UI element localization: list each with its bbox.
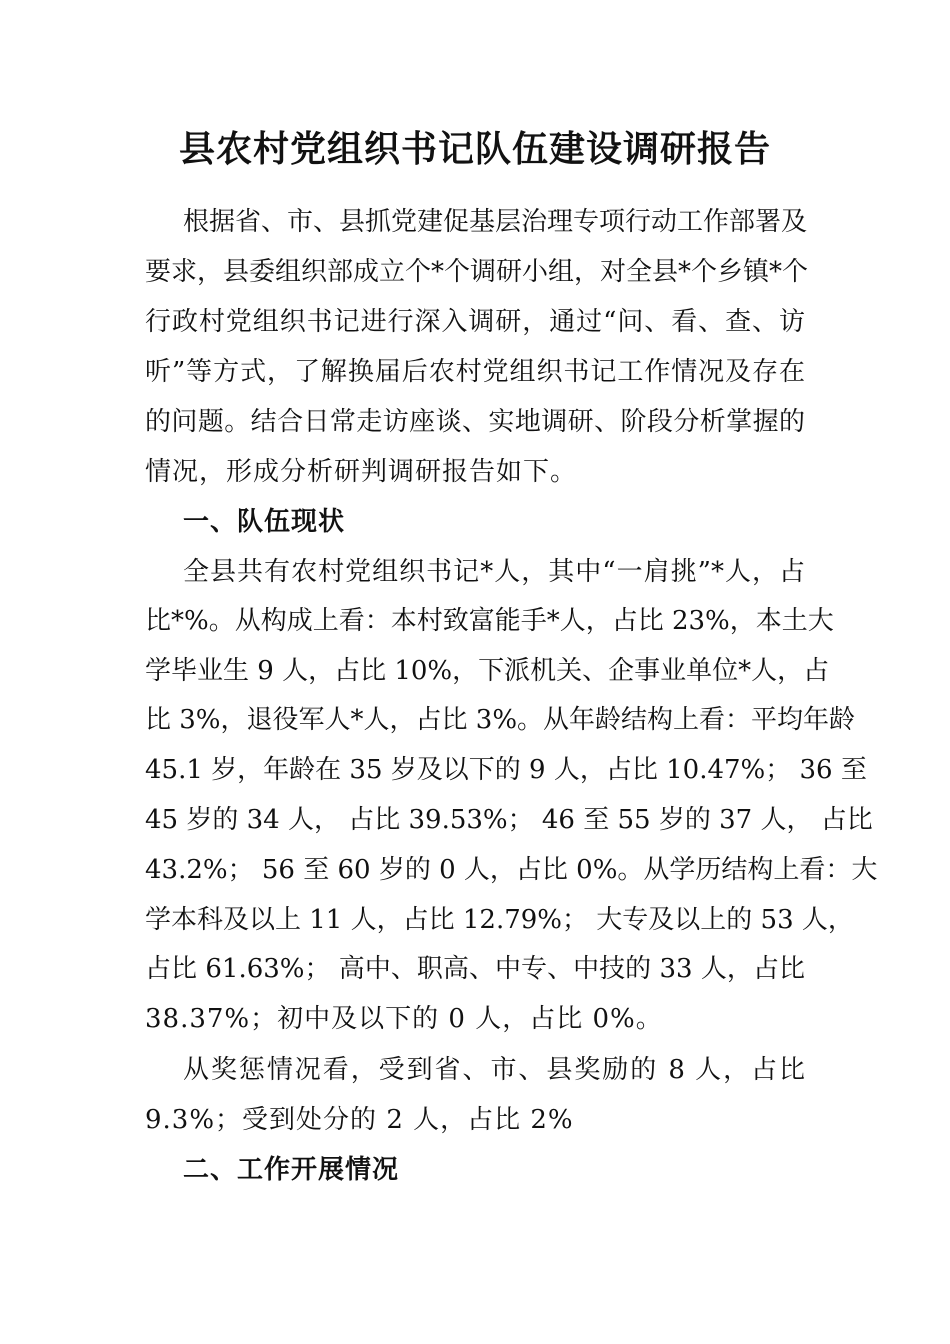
paragraph-line: 比*%。从构成上看：本村致富能手*人，占比 23%，本土大 xyxy=(145,606,834,636)
paragraph-line: 45.1 岁，年龄在 35 岁及以下的 9 人，占比 10.47%； 36 至 xyxy=(145,755,867,785)
paragraph-line: 占比 61.63%； 高中、职高、中专、中技的 33 人，占比 xyxy=(145,954,805,984)
paragraph-line: 比 3%，退役军人*人，占比 3%。从年龄结构上看：平均年龄 xyxy=(145,705,856,735)
paragraph-line: 全县共有农村党组织书记*人，其中“一肩挑”*人，占 xyxy=(183,557,805,587)
paragraph-line: 学毕业生 9 人，占比 10%，下派机关、企事业单位*人，占 xyxy=(145,656,830,686)
paragraph-line: 听”等方式，了解换届后农村党组织书记工作情况及存在 xyxy=(145,357,805,387)
document-title: 县农村党组织书记队伍建设调研报告 xyxy=(178,128,771,170)
paragraph-line: 要求，县委组织部成立个*个调研小组，对全县*个乡镇*个 xyxy=(145,257,809,287)
paragraph-line: 的问题。结合日常走访座谈、实地调研、阶段分析掌握的 xyxy=(145,407,805,437)
paragraph-line: 38.37%；初中及以下的 0 人，占比 0%。 xyxy=(145,1004,663,1034)
section-heading: 一、队伍现状 xyxy=(183,507,346,537)
paragraph-line: 45 岁的 34 人， 占比 39.53%； 46 至 55 岁的 37 人， 占比 xyxy=(145,805,873,835)
paragraph-line: 9.3%；受到处分的 2 人，占比 2% xyxy=(145,1105,574,1135)
paragraph-line: 从奖惩情况看，受到省、市、县奖励的 8 人，占比 xyxy=(183,1055,805,1085)
paragraph-line: 43.2%； 56 至 60 岁的 0 人，占比 0%。从学历结构上看：大 xyxy=(145,855,878,885)
paragraph-line: 根据省、市、县抓党建促基层治理专项行动工作部署及 xyxy=(183,207,808,237)
paragraph-line: 情况，形成分析研判调研报告如下。 xyxy=(145,457,578,487)
section-heading: 二、工作开展情况 xyxy=(183,1155,400,1185)
paragraph-line: 学本科及以上 11 人，占比 12.79%； 大专及以上的 53 人， xyxy=(145,905,854,935)
paragraph-line: 行政村党组织书记进行深入调研，通过“问、看、查、访 xyxy=(145,307,805,337)
